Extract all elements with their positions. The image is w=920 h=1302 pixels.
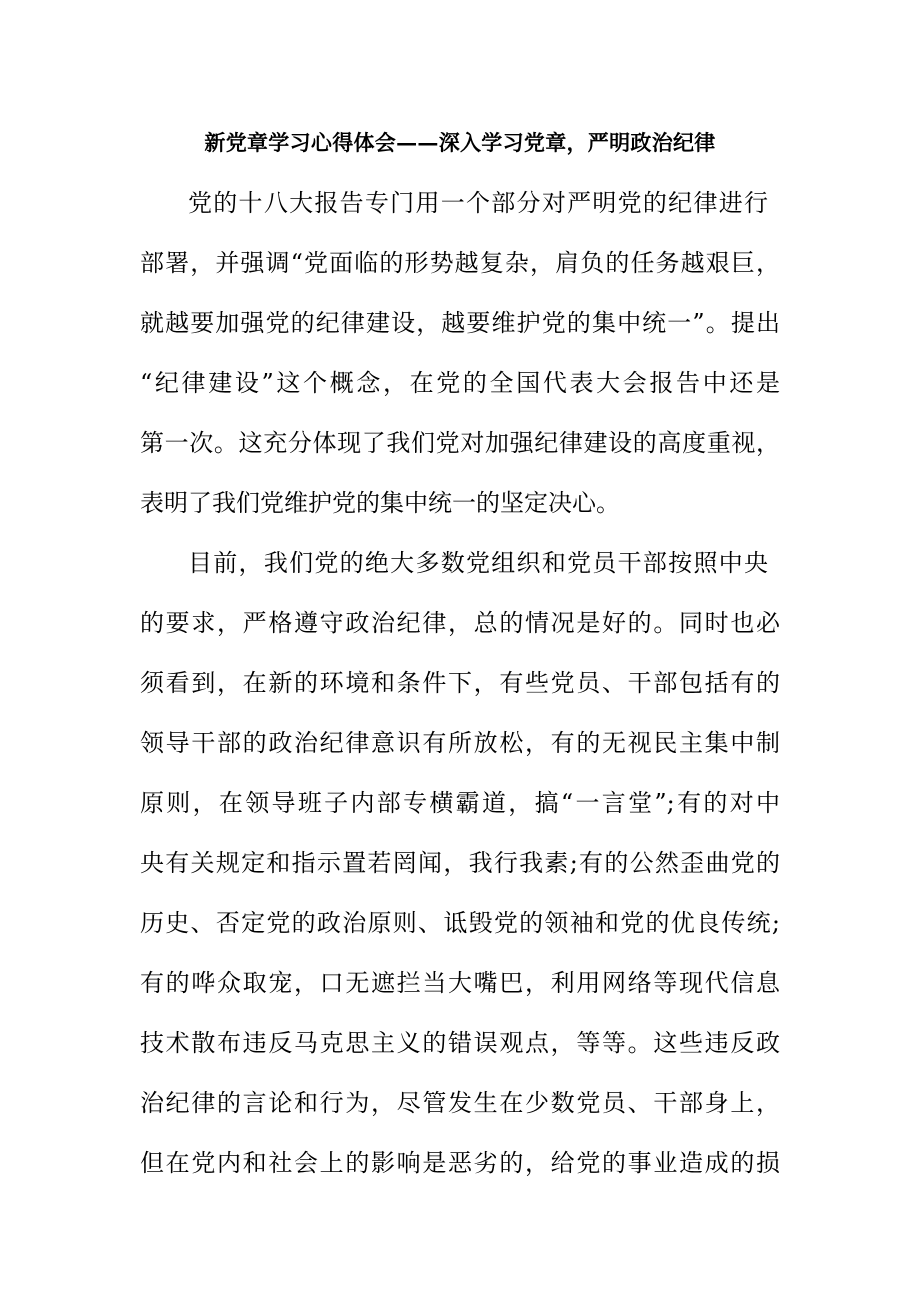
paragraph-2-line-9: 技术散布违反马克思主义的错误观点，等等。这些违反政 (140, 1029, 780, 1057)
paragraph-2-line-1: 目前，我们党的绝大多数党组织和党员干部按照中央 (188, 549, 768, 577)
paragraph-2-line-6: 央有关规定和指示置若罔闻，我行我素;有的公然歪曲党的 (140, 849, 780, 877)
paragraph-2-line-5: 原则，在领导班子内部专横霸道，搞“一言堂”;有的对中 (140, 789, 780, 817)
paragraph-2-line-7: 历史、否定党的政治原则、诋毁党的领袖和党的优良传统; (140, 909, 780, 937)
paragraph-1-line-3: 就越要加强党的纪律建设，越要维护党的集中统一”。提出 (140, 309, 780, 337)
paragraph-1-line-6: 表明了我们党维护党的集中统一的坚定决心。 (140, 489, 620, 517)
paragraph-2-line-8: 有的哗众取宠，口无遮拦当大嘴巴，利用网络等现代信息 (140, 969, 780, 997)
paragraph-2-line-3: 须看到，在新的环境和条件下，有些党员、干部包括有的 (140, 669, 780, 697)
paragraph-2-line-10: 治纪律的言论和行为，尽管发生在少数党员、干部身上， (140, 1089, 780, 1117)
paragraph-1-line-1: 党的十八大报告专门用一个部分对严明党的纪律进行 (188, 189, 768, 217)
paragraph-1-line-5: 第一次。这充分体现了我们党对加强纪律建设的高度重视， (140, 429, 780, 457)
paragraph-2-line-2: 的要求，严格遵守政治纪律，总的情况是好的。同时也必 (140, 609, 780, 637)
document-title: 新党章学习心得体会——深入学习党章，严明政治纪律 (204, 130, 716, 155)
paragraph-1-line-4: “纪律建设”这个概念，在党的全国代表大会报告中还是 (140, 369, 780, 397)
paragraph-2-line-4: 领导干部的政治纪律意识有所放松，有的无视民主集中制 (140, 729, 780, 757)
paragraph-2-line-11: 但在党内和社会上的影响是恶劣的，给党的事业造成的损 (140, 1149, 780, 1177)
paragraph-1-line-2: 部署，并强调“党面临的形势越复杂，肩负的任务越艰巨， (140, 249, 780, 277)
